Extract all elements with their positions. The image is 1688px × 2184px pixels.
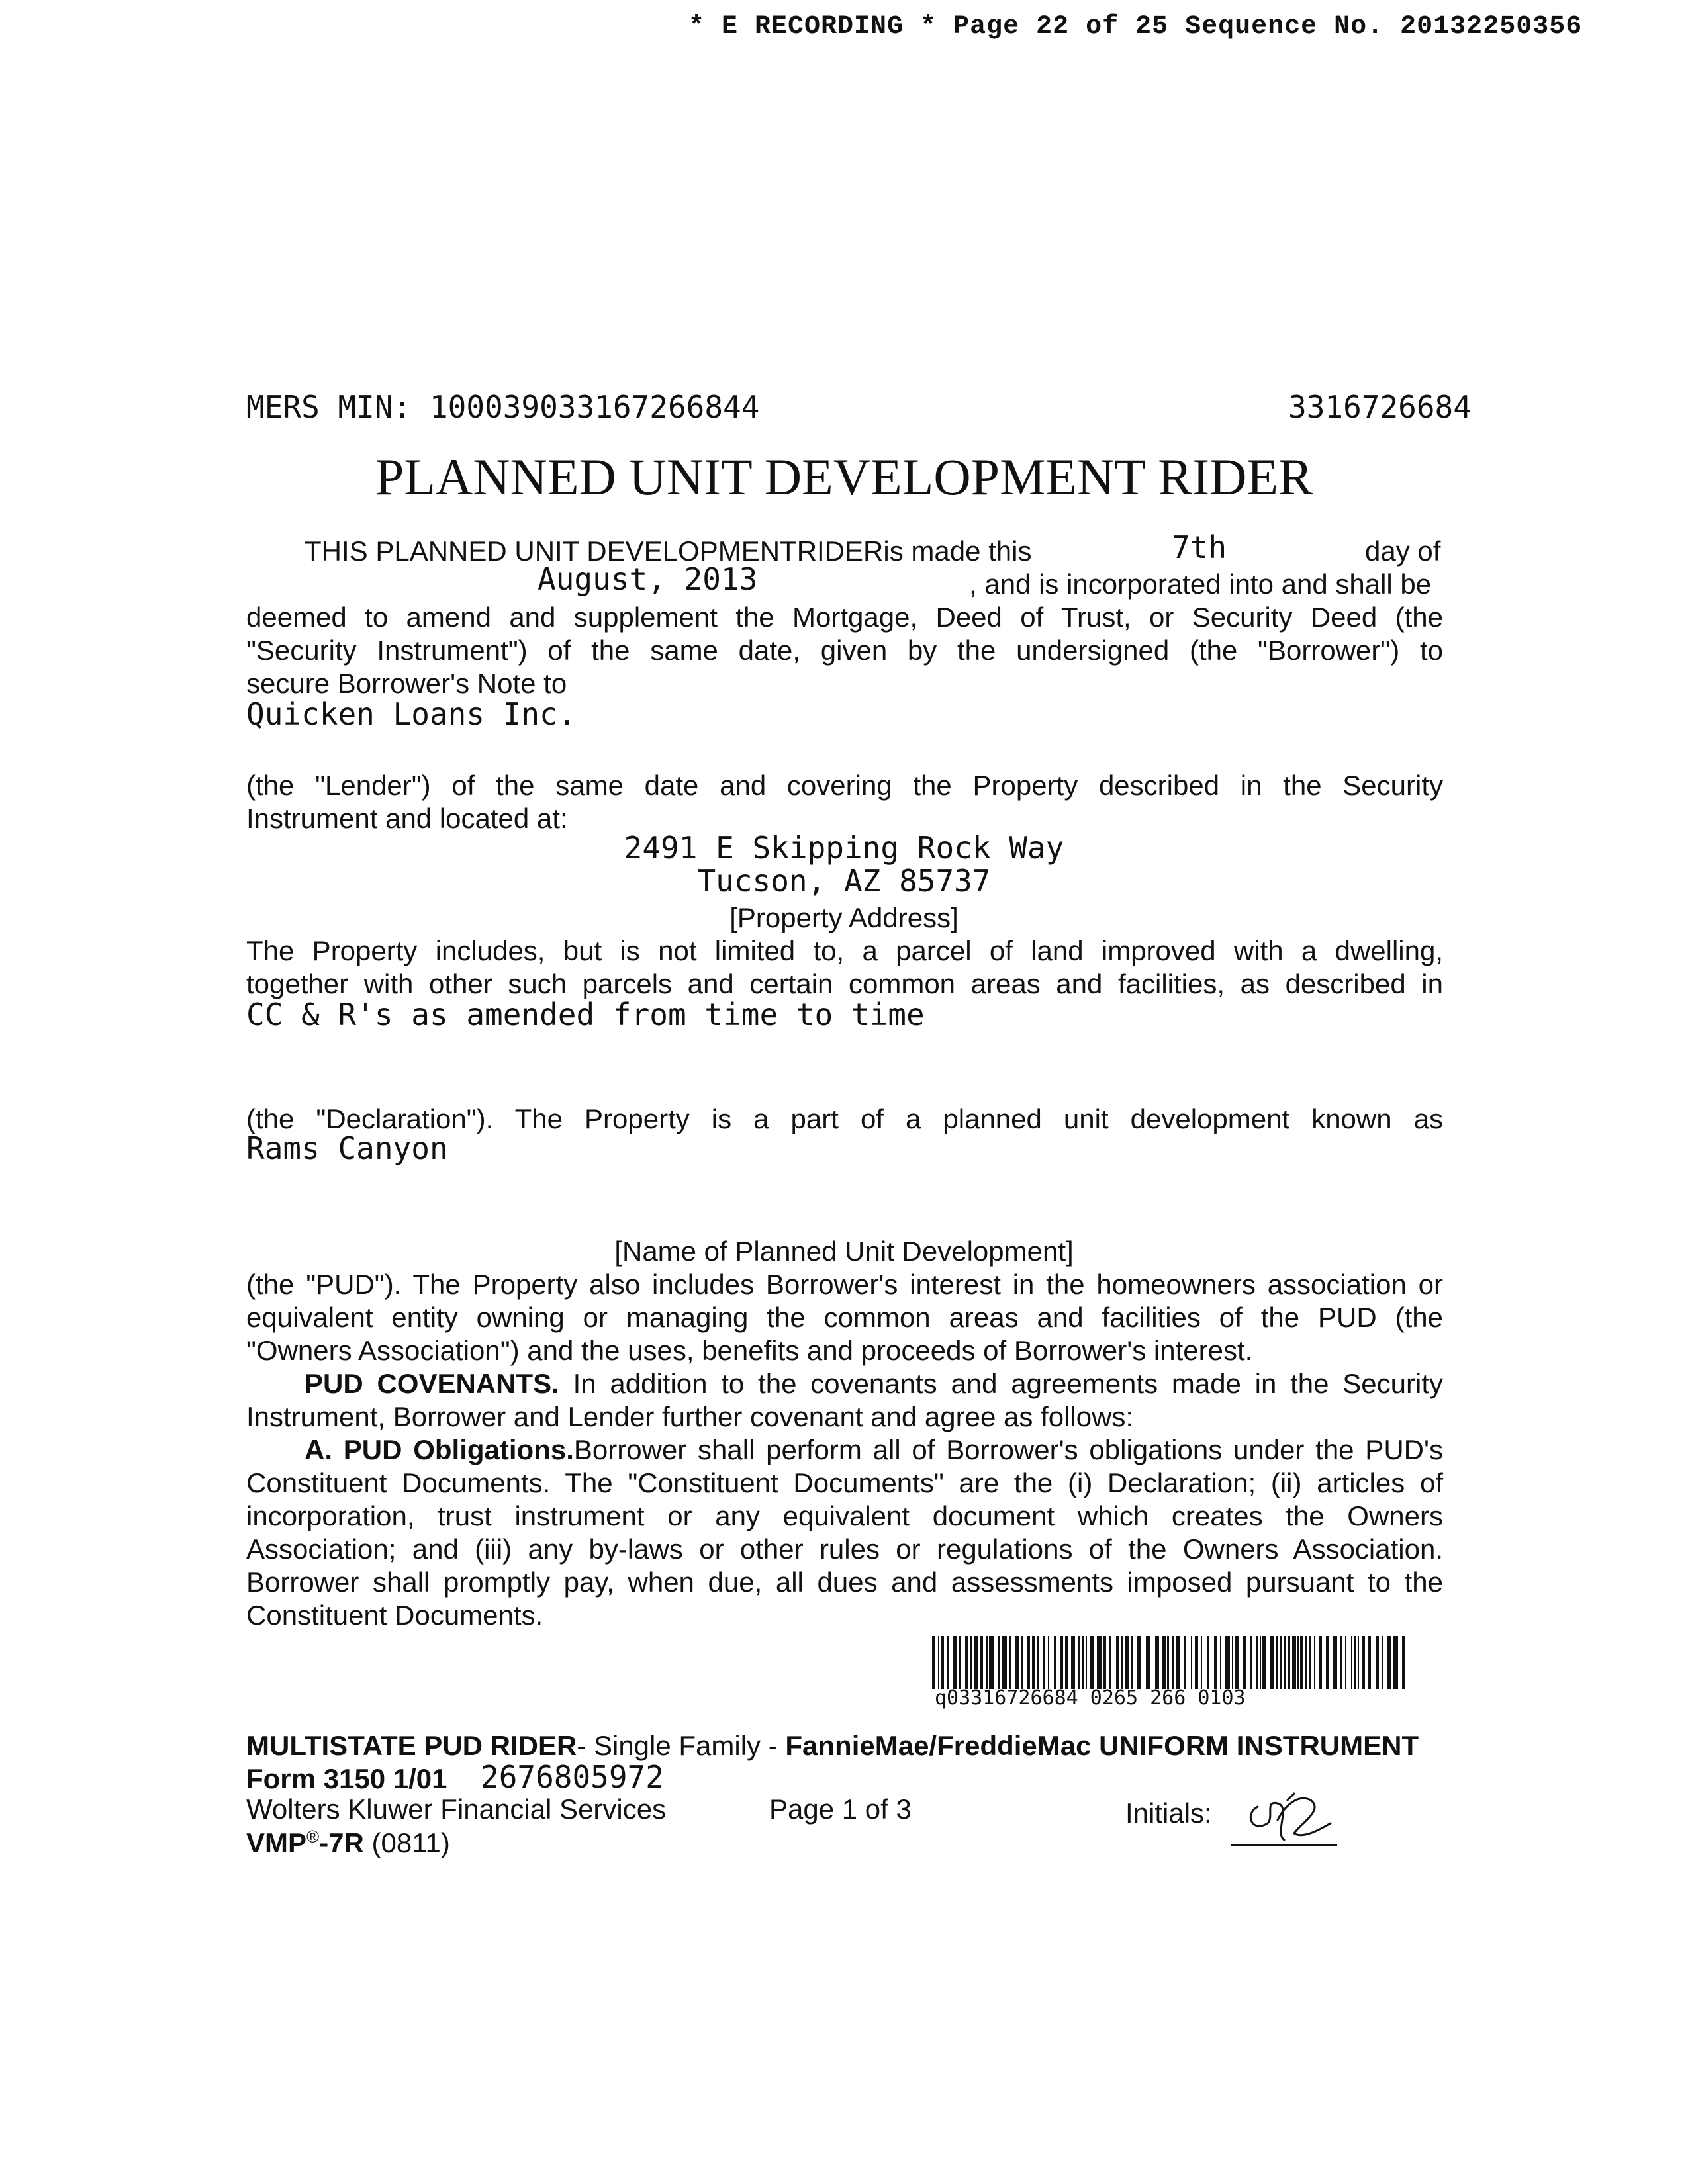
section-a-line1 — [305, 1433, 1443, 1467]
section-a-heading: A. PUD Obligations. — [305, 1434, 574, 1465]
doc-number: 2676805972 — [481, 1759, 664, 1795]
rider-day: 7th — [1172, 529, 1227, 565]
covenants-line1 — [305, 1367, 1443, 1400]
barcode-bar — [1319, 1636, 1322, 1689]
barcode-bar — [1354, 1636, 1356, 1689]
page-number: Page 1 of 3 — [769, 1794, 912, 1825]
barcode-bar — [1243, 1636, 1246, 1689]
barcode-bar — [1015, 1636, 1019, 1689]
barcode-bar — [1351, 1636, 1352, 1689]
property-address-caption: [Property Address] — [729, 902, 959, 933]
declaration-fill: CC & R's as amended from time to time — [246, 997, 925, 1032]
covenants-heading: PUD COVENANTS. — [305, 1368, 559, 1399]
initials-label: Initials: — [1125, 1797, 1212, 1829]
barcode-bar — [1009, 1636, 1011, 1689]
form-number: Form 3150 1/01 — [246, 1763, 447, 1794]
vmp-code-bold: -7R — [319, 1827, 364, 1858]
section-a-line5: Borrower shall promptly pay, when due, all dues and assessments imposed pursuant to the — [246, 1567, 1443, 1598]
barcode-bar — [1121, 1636, 1123, 1689]
form-title — [246, 1730, 1419, 1762]
section-a-line4: Association; and (iii) any by-laws or other rules or regulations of the Owners Association. — [246, 1533, 1443, 1565]
lender-line1: (the "Lender") of the same date and covering the Property described in the Security — [246, 770, 1443, 801]
barcode-bar — [1225, 1636, 1230, 1689]
barcode-bar — [1235, 1636, 1239, 1689]
barcode-bar — [1214, 1636, 1217, 1689]
barcode-bar — [1155, 1636, 1159, 1689]
declaration-line1: (the "Declaration"). The Property is a part of a planned unit development known as — [246, 1103, 1443, 1134]
rider-month-year: August, 2013 — [538, 561, 758, 597]
barcode-bar — [1027, 1636, 1030, 1689]
barcode-bar — [1270, 1636, 1274, 1689]
barcode-bar — [1097, 1636, 1102, 1689]
pud-line3: "Owners Association") and the uses, benefits and proceeds of Borrower's interest. — [246, 1335, 1253, 1366]
barcode-bar — [1326, 1636, 1329, 1689]
barcode-bar — [1078, 1636, 1080, 1689]
barcode-bar — [1362, 1636, 1365, 1689]
barcode-bar — [1276, 1636, 1278, 1689]
barcode-bar — [1368, 1636, 1371, 1689]
property-address-line1: 2491 E Skipping Rock Way — [624, 830, 1064, 866]
barcode-bar — [1260, 1636, 1261, 1689]
barcode-bar — [974, 1636, 978, 1689]
barcode-bar — [1292, 1636, 1296, 1689]
barcode-bar — [1037, 1636, 1039, 1689]
mers-min: MERS MIN: 100039033167266844 — [246, 389, 760, 425]
barcode-bar — [1002, 1636, 1007, 1689]
barcode-bar — [980, 1636, 983, 1689]
barcode-bar — [1060, 1636, 1063, 1689]
barcode-bar — [1125, 1636, 1129, 1689]
initials-signature — [1238, 1787, 1337, 1846]
section-a-line1-rest: Borrower shall perform all of Borrower's obligations under the PUD's — [573, 1434, 1443, 1465]
barcode-bar — [1103, 1636, 1106, 1689]
barcode-bar — [941, 1636, 944, 1689]
barcode-bar — [1032, 1636, 1035, 1689]
barcode-bar — [1090, 1636, 1094, 1689]
barcode-bar — [1345, 1636, 1346, 1689]
pud-caption: [Name of Planned Unit Development] — [614, 1236, 1074, 1267]
barcode-bar — [1184, 1636, 1186, 1689]
barcode-bar — [1131, 1636, 1133, 1689]
vmp-rev: (0811) — [363, 1827, 450, 1858]
barcode-bar — [1220, 1636, 1221, 1689]
barcode-bar — [1021, 1636, 1023, 1689]
barcode-bar — [1297, 1636, 1299, 1689]
barcode-bar — [1162, 1636, 1166, 1689]
barcode-bar — [1358, 1636, 1359, 1689]
barcode-bar — [1082, 1636, 1084, 1689]
vmp-bold: VMP — [246, 1827, 307, 1858]
barcode-bar — [1086, 1636, 1087, 1689]
intro-line3: deemed to amend and supplement the Mortgage, Deed of Trust, or Security Deed (the — [246, 602, 1443, 633]
barcode-bar — [1284, 1636, 1286, 1689]
intro-line5: secure Borrower's Note to — [246, 668, 567, 699]
intro-line2-b: , and is incorporated into and shall be — [969, 569, 1432, 600]
barcode-bar — [1393, 1636, 1398, 1689]
barcode-bar — [1137, 1636, 1141, 1689]
barcode-bar — [1309, 1636, 1311, 1689]
barcode-bar — [1146, 1636, 1150, 1689]
intro-line4: "Security Instrument") of the same date, given by the undersigned (the "Borrower") to — [246, 635, 1443, 666]
section-a-line2: Constituent Documents. The "Constituent Documents" are the (i) Declaration; (ii) articles of — [246, 1467, 1443, 1498]
barcode-bar — [989, 1636, 994, 1689]
barcode-bar — [1172, 1636, 1174, 1689]
barcode-bar — [959, 1636, 961, 1689]
barcode-bar — [1340, 1636, 1342, 1689]
barcode-bar — [1176, 1636, 1180, 1689]
barcode-bar — [998, 1636, 1000, 1689]
barcode-bar — [1280, 1636, 1282, 1689]
barcode-bar — [1300, 1636, 1303, 1689]
barcode-bar — [1054, 1636, 1056, 1689]
barcode-bar — [1195, 1636, 1198, 1689]
vmp-registered: ® — [306, 1827, 320, 1846]
barcode-bar — [1116, 1636, 1119, 1689]
barcode-bar — [947, 1636, 949, 1689]
barcode-image — [932, 1636, 1409, 1689]
barcode-bar — [1305, 1636, 1307, 1689]
lender-name: Quicken Loans Inc. — [246, 696, 577, 732]
barcode-bar — [1382, 1636, 1383, 1689]
barcode-bar — [1256, 1636, 1258, 1689]
barcode-bar — [1065, 1636, 1068, 1689]
form-title-bold2: FannieMae/FreddieMac UNIFORM INSTRUMENT — [785, 1730, 1419, 1761]
barcode-bar — [1376, 1636, 1379, 1689]
covenants-line2: Instrument, Borrower and Lender further covenant and agree as follows: — [246, 1401, 1134, 1432]
barcode-bar — [1109, 1636, 1111, 1689]
document-title: PLANNED UNIT DEVELOPMENT RIDER — [375, 448, 1313, 506]
form-title-mid: - Single Family - — [577, 1730, 786, 1761]
barcode-bar — [1288, 1636, 1290, 1689]
barcode-bar — [1207, 1636, 1209, 1689]
section-a-line6: Constituent Documents. — [246, 1600, 543, 1631]
barcode-bar — [1232, 1636, 1233, 1689]
barcode-bar — [932, 1636, 935, 1689]
recording-header: * E RECORDING * Page 22 of 25 Sequence No. 20132250356 — [688, 12, 1583, 42]
barcode-bar — [1402, 1636, 1405, 1689]
barcode-text: q03316726684 0265 266 0103 — [935, 1686, 1246, 1709]
barcode-bar — [986, 1636, 988, 1689]
pud-line1: (the "PUD"). The Property also includes Borrower's interest in the homeowners association or — [246, 1269, 1443, 1300]
barcode-bar — [1191, 1636, 1192, 1689]
barcode-bar — [970, 1636, 972, 1689]
property-address-line2: Tucson, AZ 85737 — [697, 863, 991, 899]
intro-line1-a: THIS PLANNED UNIT DEVELOPMENTRIDERis made this — [305, 535, 1032, 567]
barcode-bar — [1201, 1636, 1202, 1689]
publisher: Wolters Kluwer Financial Services — [246, 1794, 667, 1825]
barcode-bar — [1262, 1636, 1266, 1689]
barcode-bar — [1314, 1636, 1315, 1689]
barcode-bar — [1387, 1636, 1391, 1689]
pud-line2: equivalent entity owning or managing the common areas and facilities of the PUD (the — [246, 1302, 1443, 1333]
barcode-bar — [1250, 1636, 1252, 1689]
loan-number: 3316726684 — [1288, 389, 1472, 425]
barcode-bar — [1071, 1636, 1075, 1689]
section-a-line3: incorporation, trust instrument or any equivalent document which creates the Owners — [246, 1500, 1443, 1531]
barcode-bar — [965, 1636, 968, 1689]
pud-name: Rams Canyon — [246, 1130, 448, 1166]
barcode-bar — [953, 1636, 957, 1689]
property-line1: The Property includes, but is not limited to, a parcel of land improved with a dwelling, — [246, 935, 1443, 966]
barcode-bar — [1333, 1636, 1337, 1689]
barcode-bar — [1167, 1636, 1169, 1689]
barcode-bar — [938, 1636, 939, 1689]
property-line2: together with other such parcels and certain common areas and facilities, as described in — [246, 968, 1443, 999]
barcode-bar — [1043, 1636, 1045, 1689]
intro-line1-b: day of — [1365, 535, 1441, 567]
vmp-code — [246, 1827, 450, 1859]
form-title-bold: MULTISTATE PUD RIDER — [246, 1730, 577, 1761]
covenants-line1-rest: In addition to the covenants and agreements made in the Security — [559, 1368, 1444, 1399]
lender-line2: Instrument and located at: — [246, 803, 568, 834]
barcode-bar — [1048, 1636, 1049, 1689]
